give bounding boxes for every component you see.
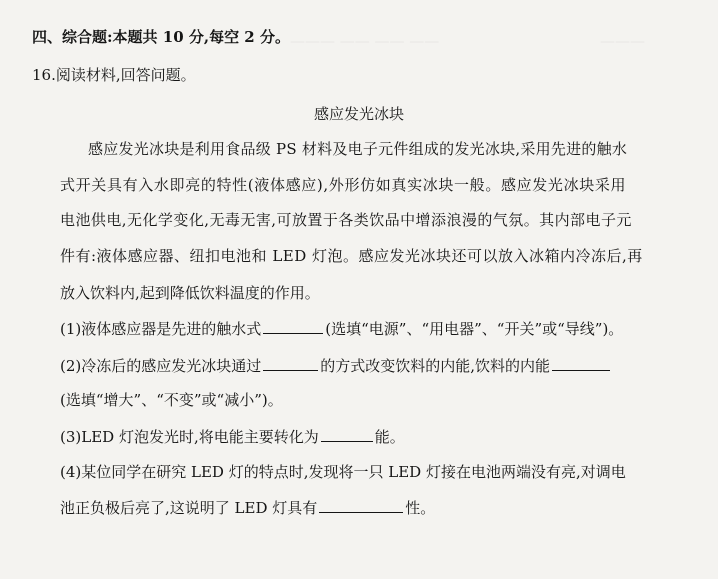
section-heading: 四、综合题:本题共 10 分,每空 2 分。: [32, 28, 290, 46]
paragraph-line: 放入饮料内,起到降低饮料温度的作用。: [60, 284, 320, 302]
question-3-suffix: 能。: [374, 428, 405, 446]
question-2-text-middle: 的方式改变饮料的内能,饮料的内能: [320, 357, 551, 375]
answer-blank-2[interactable]: [263, 355, 318, 371]
question-2: [60, 355, 612, 376]
paragraph-line: 电池供电,无化学变化,无毒无害,可放置于各类饮品中增添浪漫的气氛。其内部电子元: [60, 211, 632, 229]
answer-blank-5[interactable]: [319, 497, 403, 513]
answer-blank-1[interactable]: [263, 318, 323, 334]
answer-blank-3[interactable]: [552, 355, 610, 371]
question-4-line-1: (4)某位同学在研究 LED 灯的特点时,发现将一只 LED 灯接在电池两端没有亮,对调电: [60, 463, 626, 481]
answer-blank-4[interactable]: [321, 426, 373, 442]
bleed-through-text: ——— —— —— ——: [290, 32, 440, 50]
question-2-options: (选填“增大”、“不变”或“减小”)。: [60, 391, 283, 409]
paragraph-line: 式开关具有入水即亮的特性(液体感应),外形仿如真实冰块一般。感应发光冰块采用: [60, 176, 627, 194]
question-1-options: (选填“电源”、“用电器”、“开关”或“导线”)。: [325, 320, 624, 338]
question-1-text: (1)液体感应器是先进的触水式: [60, 320, 262, 338]
question-number: 16.阅读材料,回答问题。: [32, 66, 196, 84]
question-1: [60, 318, 623, 339]
bleed-through-text: ———: [600, 32, 645, 50]
article-title: 感应发光冰块: [313, 105, 404, 123]
question-3-text: (3)LED 灯泡发光时,将电能主要转化为: [60, 428, 319, 446]
question-4: [60, 497, 435, 518]
paragraph-line: 感应发光冰块是利用食品级 PS 材料及电子元件组成的发光冰块,采用先进的触水: [88, 140, 628, 158]
paragraph-line: 件有:液体感应器、纽扣电池和 LED 灯泡。感应发光冰块还可以放入冰箱内冷冻后,再: [60, 247, 643, 265]
question-4-text: 池正负极后亮了,这说明了 LED 灯具有: [60, 499, 318, 517]
question-3: [60, 426, 405, 447]
question-4-suffix: 性。: [405, 499, 436, 517]
question-2-text: (2)冷冻后的感应发光冰块通过: [60, 357, 262, 375]
